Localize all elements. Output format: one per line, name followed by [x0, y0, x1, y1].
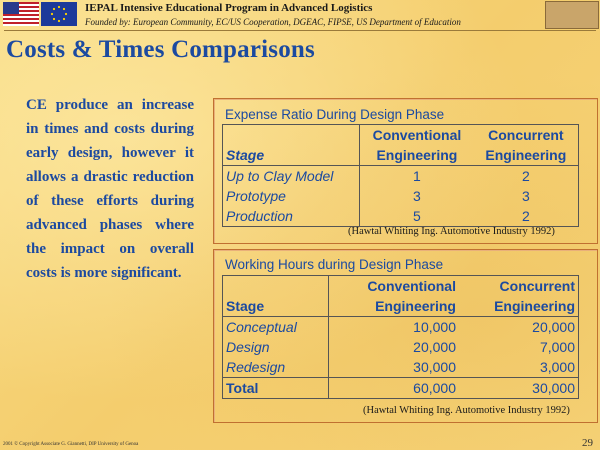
- expense-ratio-panel: [213, 98, 598, 244]
- table-row: Conceptual 10,000 20,000: [223, 317, 579, 338]
- body-paragraph: CE produce an increase in times and costs during early design, however it allows a drastic reduction of these efforts during advanced phases where the impact on overall costs is more significant.: [26, 97, 194, 281]
- founded-by-line: Founded by: European Community, EC/US Cooperation, DGEAC, FIPSE, US Department of Education: [85, 17, 461, 27]
- table-row: Up to Clay Model 1 2: [223, 166, 579, 187]
- expense-ratio-table: [222, 124, 579, 227]
- col-header-engineering: Engineering: [375, 298, 456, 314]
- total-row: Total 60,000 30,000: [223, 378, 579, 399]
- table-row: Design 20,000 7,000: [223, 337, 579, 357]
- table-row: Production 5 2: [223, 206, 579, 227]
- copyright-footer: 2001 © Copyright Associate G. Giannetti, DIP University of Genoa: [3, 442, 139, 447]
- working-hours-panel: [213, 249, 598, 423]
- expense-ratio-title: Expense Ratio During Design Phase: [225, 107, 445, 122]
- working-hours-title: Working Hours during Design Phase: [225, 257, 444, 272]
- expense-source-citation: (Hawtal Whiting Ing. Automotive Industry 1992): [348, 226, 555, 237]
- program-title: IEPAL Intensive Educational Program in Advanced Logistics: [85, 2, 373, 14]
- working-hours-table: [222, 275, 579, 399]
- us-flag-icon: [3, 2, 39, 26]
- eu-flag-icon: [41, 2, 77, 26]
- col-header-stage: Stage: [223, 145, 360, 166]
- header-divider: [4, 30, 596, 31]
- hours-source-citation: (Hawtal Whiting Ing. Automotive Industry 1992): [363, 405, 570, 416]
- page-number: 29: [582, 437, 593, 449]
- flags-logo: [3, 2, 77, 26]
- col-header-engineering: Engineering: [494, 298, 575, 314]
- col-header-conventional: Conventional: [367, 278, 456, 294]
- table-row: Redesign 30,000 3,000: [223, 357, 579, 378]
- col-header-conventional: Conventional: [372, 127, 462, 143]
- col-header-engineering: Engineering: [485, 147, 567, 163]
- corner-image: [545, 1, 599, 29]
- col-header-stage: Stage: [223, 296, 329, 317]
- col-header-concurrent: Concurrent: [488, 127, 564, 143]
- table-row: Prototype 3 3: [223, 186, 579, 206]
- col-header-engineering: Engineering: [376, 147, 458, 163]
- col-header-concurrent: Concurrent: [499, 278, 575, 294]
- page-title: Costs & Times Comparisons: [6, 36, 315, 63]
